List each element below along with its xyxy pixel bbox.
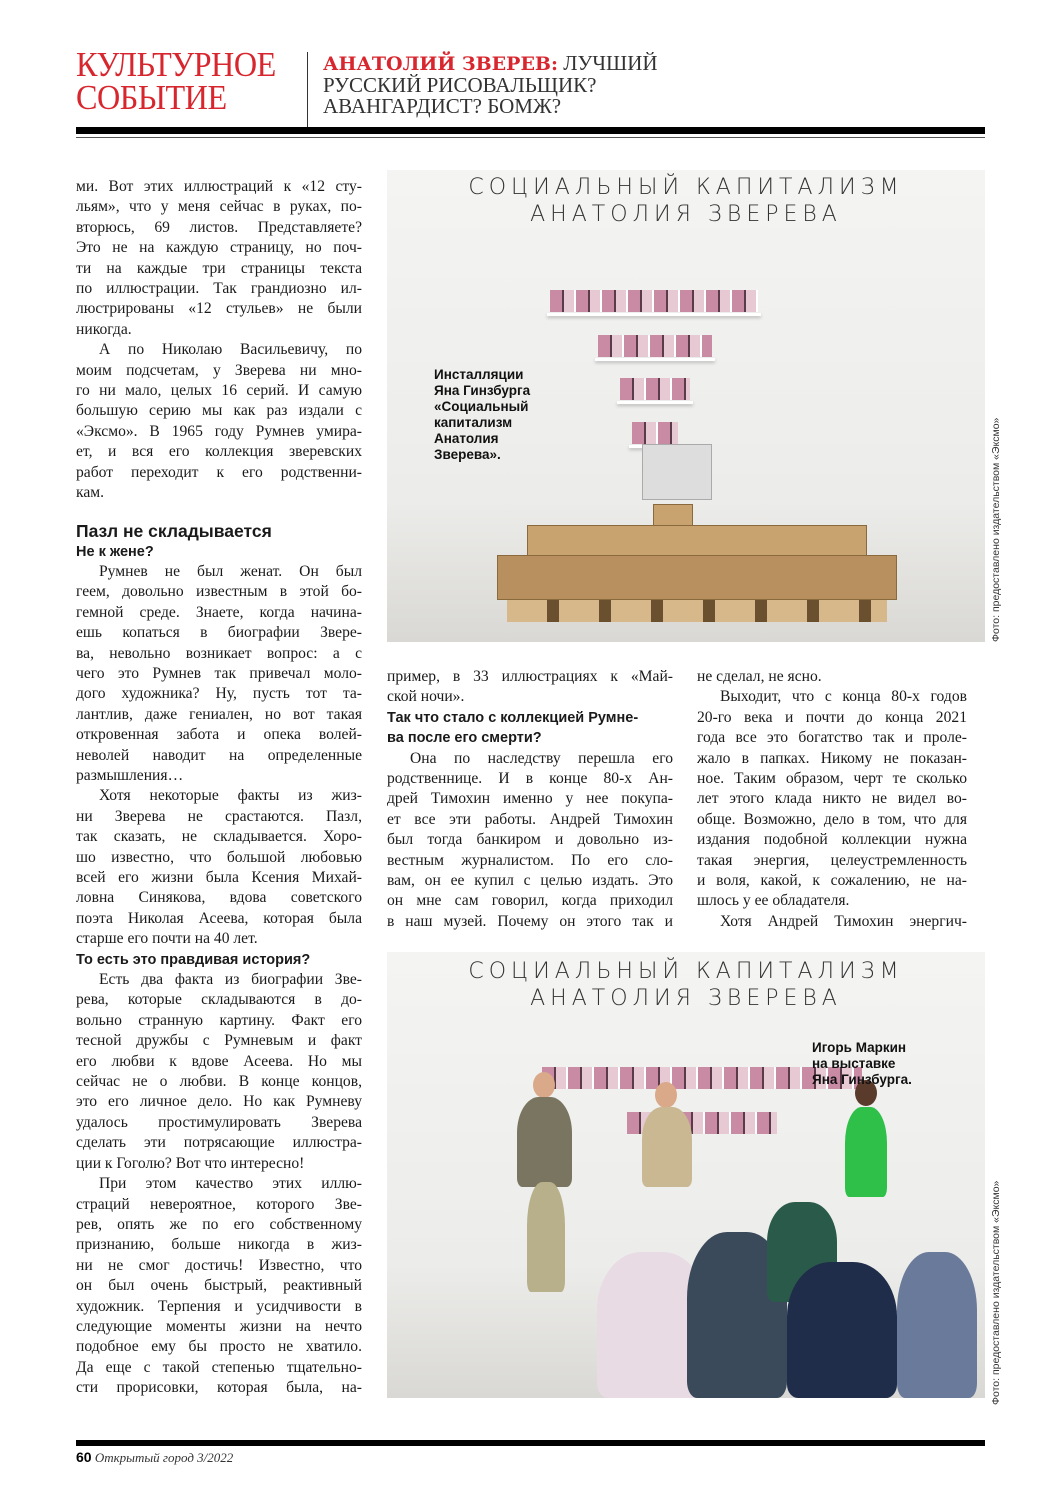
exhibition-sign bbox=[387, 174, 985, 228]
paragraph bbox=[76, 340, 362, 503]
text-line: был тогда банкиром и довольно из- bbox=[387, 831, 673, 849]
text-line: рева, которые складываются в до- bbox=[76, 991, 362, 1009]
caption-line: капитализм bbox=[434, 415, 513, 430]
text-line: лантлив, даже гениален, но вот такая bbox=[76, 705, 362, 723]
headline-text: РУССКИЙ РИСОВАЛЬЩИК? bbox=[323, 73, 597, 97]
sign-text: СОЦИАЛЬНЫЙ КАПИТАЛИЗМ bbox=[468, 959, 904, 984]
photo-caption bbox=[812, 1040, 912, 1088]
text-line: ни не смог достичь! Известно, что bbox=[76, 1256, 362, 1274]
text-line: тесной дружбы с Румневым и факт bbox=[76, 1032, 362, 1050]
rubric-line: КУЛЬТУРНОЕ bbox=[76, 45, 276, 84]
text-line: чего это Румнев так привечал моло- bbox=[76, 664, 362, 682]
question-heading: То есть это правдивая история? bbox=[76, 951, 311, 968]
text-line: ской ночи». bbox=[387, 688, 465, 706]
text-line: всей его жизни была Ксения Михай- bbox=[76, 869, 362, 886]
text-line: дрей Тимохин именно у нее покупа- bbox=[387, 790, 673, 808]
caption-line: Яна Гинзбурга bbox=[434, 383, 531, 398]
paragraph bbox=[387, 749, 673, 933]
text-line: неволей наводит на определенные bbox=[76, 746, 362, 764]
text-line: в наш музей. Почему он этого так и bbox=[387, 912, 673, 930]
paragraph bbox=[697, 912, 967, 932]
text-line: работ переходит к его родственни- bbox=[76, 463, 362, 481]
article-headline bbox=[323, 53, 658, 117]
text-line: ти на каждые три страницы текста bbox=[76, 259, 362, 277]
text-line: года все это богатство так и проле- bbox=[697, 729, 967, 747]
text-line: такая энергия, целеустремленность bbox=[697, 851, 967, 869]
caption-line: Инсталляции bbox=[434, 367, 524, 382]
text-line: родственнице. И в конце 80-х Ан- bbox=[387, 770, 673, 788]
text-line: сделать эти потрясающие иллюстра- bbox=[76, 1134, 362, 1152]
text-line: го ни мало, целых 16 серий. И самую bbox=[76, 382, 362, 400]
text-line: ешь копаться в биографии Звере- bbox=[76, 624, 362, 642]
text-line: ет все эти работы. Андрей Тимохин bbox=[387, 810, 673, 828]
text-line: так сказать, не складывается. Хоро- bbox=[76, 828, 362, 846]
text-line: ва, невольно возникает вопрос: а с bbox=[76, 644, 362, 662]
text-line: рев, опять же по его собственному bbox=[76, 1215, 362, 1233]
text-column-left bbox=[76, 177, 362, 1399]
text-column-right bbox=[697, 667, 967, 932]
header-divider bbox=[307, 52, 308, 128]
caption-line: на выставке bbox=[812, 1056, 896, 1071]
text-line: ции к Гоголю? Вот что интересно! bbox=[76, 1154, 305, 1172]
text-line: вестным журналистом. По его сло- bbox=[387, 851, 673, 869]
text-line: удалось простимулировать Зверева bbox=[76, 1113, 362, 1131]
text-line: Это не на каждую страницу, но поч- bbox=[76, 239, 362, 257]
text-line: подобное ему бы просто не хватило. bbox=[76, 1338, 362, 1356]
text-line: откровенная забота и опека волей- bbox=[76, 726, 362, 744]
text-line: Есть два факта из биографии Зве- bbox=[99, 971, 362, 989]
text-line: издания подобной коллекции нужна bbox=[697, 831, 967, 849]
text-column-middle bbox=[387, 667, 673, 932]
photo-credit: Фото: предоставлено издательством «Эксмо» bbox=[990, 1180, 1002, 1405]
text-line: страций невероятное, которого Зве- bbox=[76, 1195, 362, 1213]
rubric-line: СОБЫТИЕ bbox=[76, 78, 227, 117]
paragraph bbox=[76, 177, 362, 340]
header-rule bbox=[76, 127, 985, 134]
text-line: кам. bbox=[76, 484, 105, 502]
text-line: и воля, какой, к сожалению, не на- bbox=[697, 872, 967, 890]
text-line: никогда. bbox=[76, 320, 132, 338]
headline-text: АВАНГАРДИСТ? БОМЖ? bbox=[323, 94, 562, 118]
question-heading: Не к жене? bbox=[76, 543, 154, 560]
section-heading: Пазл не складывается bbox=[76, 520, 272, 541]
paragraph bbox=[697, 667, 967, 687]
sign-text: СОЦИАЛЬНЫЙ КАПИТАЛИЗМ bbox=[468, 175, 904, 200]
headline-text: ЛУЧШИЙ bbox=[558, 51, 658, 75]
photo-exhibition-talk bbox=[387, 952, 985, 1398]
text-line: старше его почти на 40 лет. bbox=[76, 930, 258, 948]
text-line: Выходит, что с конца 80-х годов bbox=[720, 688, 967, 706]
page-footer bbox=[76, 1449, 233, 1466]
text-line: он был очень быстрый, реактивный bbox=[76, 1277, 362, 1295]
section-rubric bbox=[76, 45, 276, 117]
paragraph bbox=[76, 970, 362, 1174]
text-line: Да еще с такой степенью тщательно- bbox=[76, 1358, 362, 1376]
paragraph bbox=[697, 687, 967, 911]
text-line: поэта Николая Асеева, которая была bbox=[76, 909, 362, 927]
text-line: большую серию мы как раз издали с bbox=[76, 402, 362, 420]
photo-installation bbox=[387, 170, 985, 642]
text-line: вольно странную картину. Факт его bbox=[76, 1011, 362, 1029]
text-line: Румнев не был женат. Он был bbox=[99, 562, 362, 580]
caption-line: Игорь Маркин bbox=[812, 1040, 907, 1055]
sign-text: АНАТОЛИЯ ЗВЕРЕВА bbox=[530, 986, 842, 1011]
caption-line: Яна Гинзбурга. bbox=[812, 1072, 912, 1087]
text-line: 20-го века и почти до конца 2021 bbox=[697, 708, 967, 726]
text-line: ное. Таким образом, черт те сколько bbox=[697, 770, 967, 788]
text-line: он мне сам говорил, когда приходил bbox=[387, 892, 673, 910]
text-line: вам, он ее купил с целью издать. Это bbox=[387, 872, 673, 890]
text-line: это его личное дело. Но как Румневу bbox=[76, 1093, 362, 1111]
text-line: шо известно, что большой любовью bbox=[76, 848, 362, 866]
text-line: моим подсчетам, у Зверева ни мно- bbox=[76, 361, 362, 379]
photo-credit: Фото: предоставлено издательством «Эксмо» bbox=[990, 417, 1002, 642]
text-line: А по Николаю Васильевичу, по bbox=[99, 341, 362, 359]
question-heading: Так что стало с коллекцией Румне- bbox=[387, 709, 639, 726]
text-line: люстрированы «12 стульев» не были bbox=[76, 300, 362, 318]
header-rule-thin bbox=[76, 137, 985, 138]
caption-line: Зверева». bbox=[434, 447, 501, 462]
text-line: следующие моменты жизни на нечто bbox=[76, 1317, 362, 1335]
text-line: ловна Синякова, вдова советского bbox=[76, 889, 362, 907]
text-line: Хотя Андрей Тимохин энергич- bbox=[720, 912, 967, 930]
text-line: по иллюстрации. Так грандиозно ил- bbox=[76, 280, 362, 298]
paragraph bbox=[387, 667, 673, 708]
paragraph bbox=[76, 1174, 362, 1398]
magazine-name: Открытый город bbox=[94, 1450, 194, 1465]
paragraph bbox=[76, 562, 362, 786]
text-line: гемной среде. Знаете, когда начина- bbox=[76, 603, 362, 621]
footer-rule bbox=[76, 1440, 985, 1446]
text-line: сейчас не о любви. В конце концов, bbox=[76, 1073, 362, 1091]
question-heading: ва после его смерти? bbox=[387, 730, 542, 747]
text-line: ми. Вот этих иллюстраций к «12 сту- bbox=[76, 178, 362, 195]
text-line: При этом качество этих иллю- bbox=[99, 1175, 362, 1193]
text-line: геем, довольно известным в этой бо- bbox=[76, 583, 362, 601]
text-line: Хотя некоторые факты из жиз- bbox=[99, 787, 362, 805]
text-line: ни Зверева не срастаются. Пазл, bbox=[76, 807, 362, 825]
text-line: размышления… bbox=[76, 766, 184, 784]
text-line: шлось у ее обладателя. bbox=[697, 892, 850, 910]
caption-line: «Социальный bbox=[434, 399, 529, 414]
text-line: «Эксмо». В 1965 году Румнев умира- bbox=[76, 422, 362, 440]
exhibition-sign bbox=[387, 958, 985, 1012]
text-line: Она по наследству перешла его bbox=[410, 749, 673, 767]
text-line: дого художника? Ну, пусть тот та- bbox=[76, 685, 362, 703]
text-line: признанию, больше никогда в жиз- bbox=[76, 1236, 362, 1254]
text-line: его любви к вдове Асеева. Но мы bbox=[76, 1052, 362, 1070]
text-line: ет, и вся его коллекция зверевских bbox=[76, 443, 362, 461]
caption-line: Анатолия bbox=[434, 431, 499, 446]
text-line: художник. Терпения и усидчивости в bbox=[76, 1297, 362, 1315]
text-line: обще. Возможно, дело в том, что для bbox=[697, 810, 967, 828]
text-line: не сделал, не ясно. bbox=[697, 668, 822, 685]
text-line: сти прорисовки, которая была, на- bbox=[76, 1379, 362, 1397]
text-line: жало в папках. Никому не показан- bbox=[697, 749, 967, 767]
text-line: вторюсь, 69 листов. Представляете? bbox=[76, 218, 362, 236]
headline-name: АНАТОЛИЙ ЗВЕРЕВ: bbox=[323, 53, 558, 75]
issue-number: 3/2022 bbox=[197, 1450, 234, 1465]
text-line: льям», что у меня сейчас в руках, по- bbox=[76, 198, 362, 216]
sign-text: АНАТОЛИЯ ЗВЕРЕВА bbox=[530, 202, 842, 227]
paragraph bbox=[76, 786, 362, 949]
text-line: лет этого клада никто не видел во- bbox=[697, 790, 967, 808]
page-number: 60 bbox=[76, 1449, 92, 1465]
text-line: пример, в 33 иллюстрациях к «Май- bbox=[387, 668, 673, 685]
photo-caption bbox=[434, 367, 530, 463]
